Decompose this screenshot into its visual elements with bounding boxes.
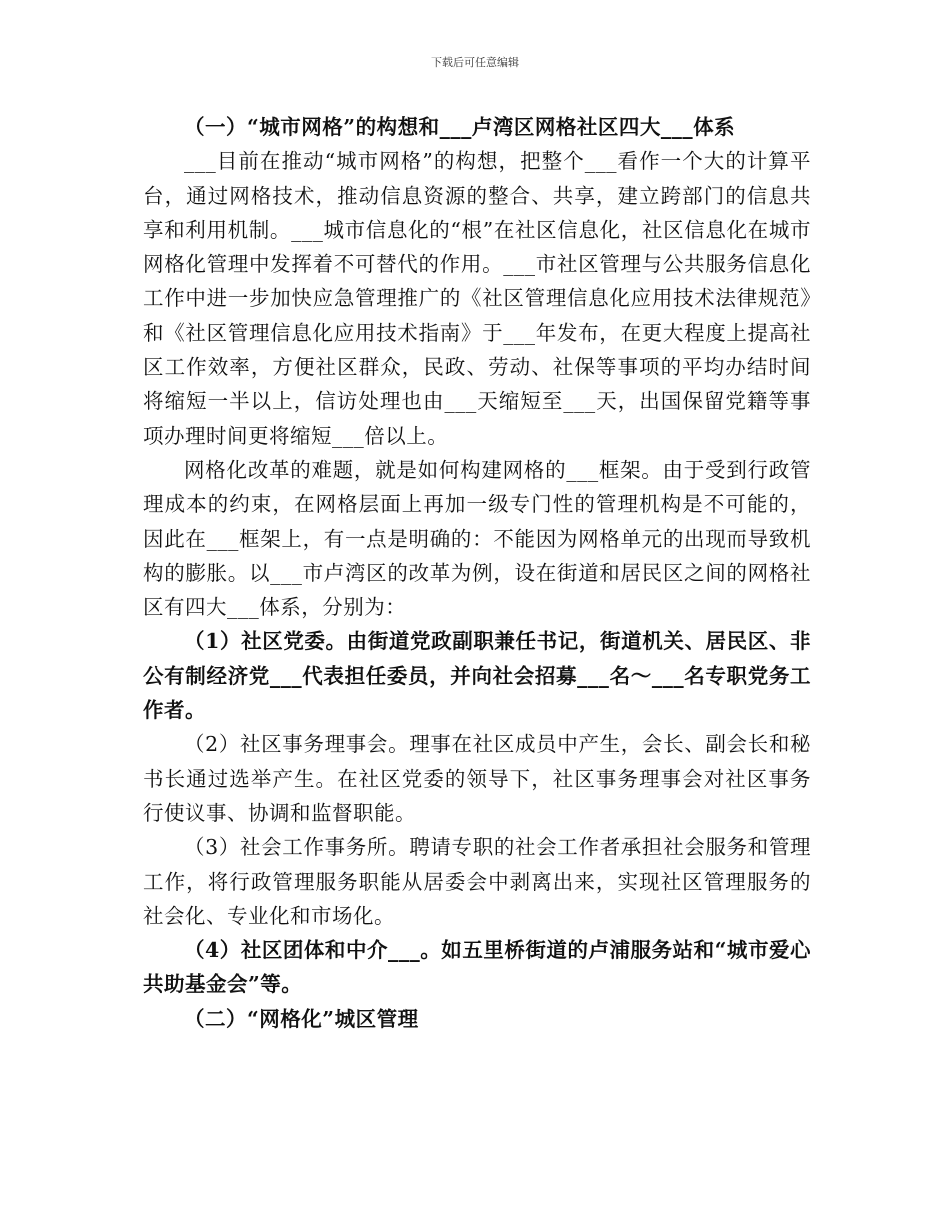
paragraph-1: ___目前在推动“城市网格”的构想，把整个___看作一个大的计算平台，通过网格技术，推动信息资源的整合、共享，建立跨部门的信息共享和利用机制。___城市信息化的“根”在社区信息化，社区信息化在城市网格化管理中发挥着不可替代的作用。___市社区管理与公共服务信息化工作中进一步加快应急管理推广的《社区管理信息化应用技术法律规范》和《社区管理信息化应用技术指南》于___年发布，在更大程度上提高社区工作效率，方便社区群众，民政、劳动、社保等事项的平均办结时间将缩短一半以上，信访处理也由___天缩短至___天，出国保留党籍等事项办理时间更将缩短___倍以上。 (143, 149, 811, 448)
section-heading-1: （一）“城市网格”的构想和___卢湾区网格社区四大___体系 (184, 115, 736, 139)
running-header: 下载后可任意编辑 (431, 56, 519, 69)
list-item-3: （3）社会工作事务所。聘请专职的社会工作者承担社会服务和管理工作，将行政管理服务职能从居委会中剥离出来，实现社区管理服务的社会化、专业化和市场化。 (143, 835, 811, 928)
list-item-4: （4）社区团体和中介___。如五里桥街道的卢浦服务站和“城市爱心共助基金会”等。 (143, 938, 811, 997)
list-item-2: （2）社区事务理事会。理事在社区成员中产生，会长、副会长和秘书长通过选举产生。在社区党委的领导下，社区事务理事会对社区事务行使议事、协调和监督职能。 (143, 732, 811, 825)
list-item-1: （1）社区党委。由街道党政副职兼任书记，街道机关、居民区、非公有制经济党___代表担任委员，并向社会招募___名～___名专职党务工作者。 (143, 629, 811, 723)
paragraph-2: 网格化改革的难题，就是如何构建网格的___框架。由于受到行政管理成本的约束，在网格层面上再加一级专门性的管理机构是不可能的，因此在___框架上，有一点是明确的：不能因为网格单元的出现而导致机构的膨胀。以___市卢湾区的改革为例，设在街道和居民区之间的网格社区有四大___体系，分别为： (143, 457, 811, 620)
section-heading-2: （二）“网格化”城区管理 (184, 1006, 419, 1031)
document-body (143, 110, 811, 1036)
